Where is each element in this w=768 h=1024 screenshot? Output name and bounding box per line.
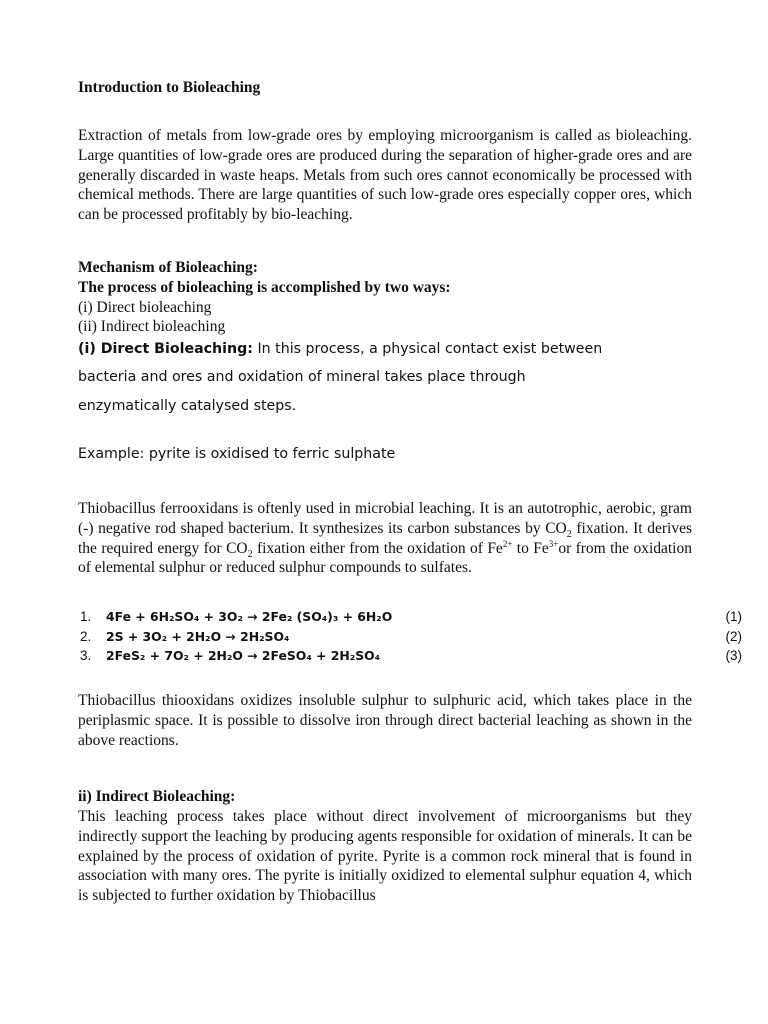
mechanism-subheading: The process of bioleaching is accomplished by two ways: [78,278,451,296]
mechanism-way-2: (ii) Indirect bioleaching [78,318,226,336]
mechanism-section [78,258,692,337]
equation-number: 1. [80,609,92,624]
intro-paragraph: Extraction of metals from low-grade ores by employing microorganism is called as bioleaching. Large quantities of low-grade ores are produced during the separation of higher-grade ores and are generally discarded in waste heaps. Metals from such ores cannot economically be processed with chemical methods. There are large quantities of such low-grade ores especially copper ores, which can be processed profitably by bio-leaching. [78,127,692,224]
indirect-bioleaching-heading: ii) Indirect Bioleaching: [78,788,236,805]
para-text-3: fixation either from the oxidation of Fe [252,539,503,557]
indirect-bioleaching-paragraph: This leaching process takes place without direct involvement of microorganisms but they indirectly support the leaching by producing agents responsible for oxidation of minerals. It can be explained by the process of oxidation of pyrite. Pyrite is a common rock mineral that is found in association with many ores. The pyrite is initially oxidized to elemental sulphur equation 4, which is subjected to further oxidation by Thiobacillus [78,808,692,905]
equation-row [78,629,744,649]
example-line: Example: pyrite is oxidised to ferric sulphate [78,446,396,462]
thiobacillus-paragraph [78,499,692,578]
para-text-4: to Fe [512,539,549,557]
direct-bioleaching-label: (i) Direct Bioleaching: [78,341,253,357]
equation-number: 2. [80,628,92,644]
mechanism-way-1: (i) Direct bioleaching [78,298,212,316]
direct-bioleaching-line-1 [78,341,602,357]
mechanism-heading: Mechanism of Bioleaching: [78,259,258,276]
subscript-2: 2 [566,528,572,540]
superscript-fe2: 2+ [502,538,513,549]
direct-bioleaching-line-3: enzymatically catalysed steps. [78,398,297,414]
equation-text: 2FeS₂ + 7O₂ + 2H₂O → 2FeSO₄ + 2H₂SO₄ [106,648,381,663]
para-text-5: or from the oxidation of elemental sulphur or reduced sulphur compounds to sulfates. [78,539,692,577]
direct-bioleaching-line-2: bacteria and ores and oxidation of mineral takes place through [78,369,526,385]
equation-text: 4Fe + 6H₂SO₄ + 3O₂ → 2Fe₂ (SO₄)₃ + 6H₂O [106,609,393,624]
equations-list [78,609,744,668]
equation-reference: (2) [725,628,742,644]
thiooxidans-paragraph: Thiobacillus thiooxidans oxidizes insoluble sulphur to sulphuric acid, which takes place in the periplasmic space. It is possible to dissolve iron through direct bacterial leaching as shown in the above reactions. [78,692,692,749]
page-title: Introduction to Bioleaching [78,79,261,96]
equation-text: 2S + 3O₂ + 2H₂O → 2H₂SO₄ [106,628,290,644]
equation-reference: (1) [725,609,742,624]
subscript-2b: 2 [247,548,253,560]
equation-number: 3. [80,648,92,663]
para-text-2: fixation. It derives the required energy for CO [78,519,692,557]
equation-row [78,609,744,629]
equation-row [78,648,744,668]
superscript-fe3: 3+ [548,538,559,549]
para-text-1: Thiobacillus ferrooxidans is oftenly used in microbial leaching. It is an autotrophic, aerobic, gram (-) negative rod shaped bacterium. It synthesizes its carbon substances by CO [78,500,692,537]
equation-reference: (3) [725,648,742,663]
direct-bioleaching-text-1: In this process, a physical contact exist between [252,341,603,357]
